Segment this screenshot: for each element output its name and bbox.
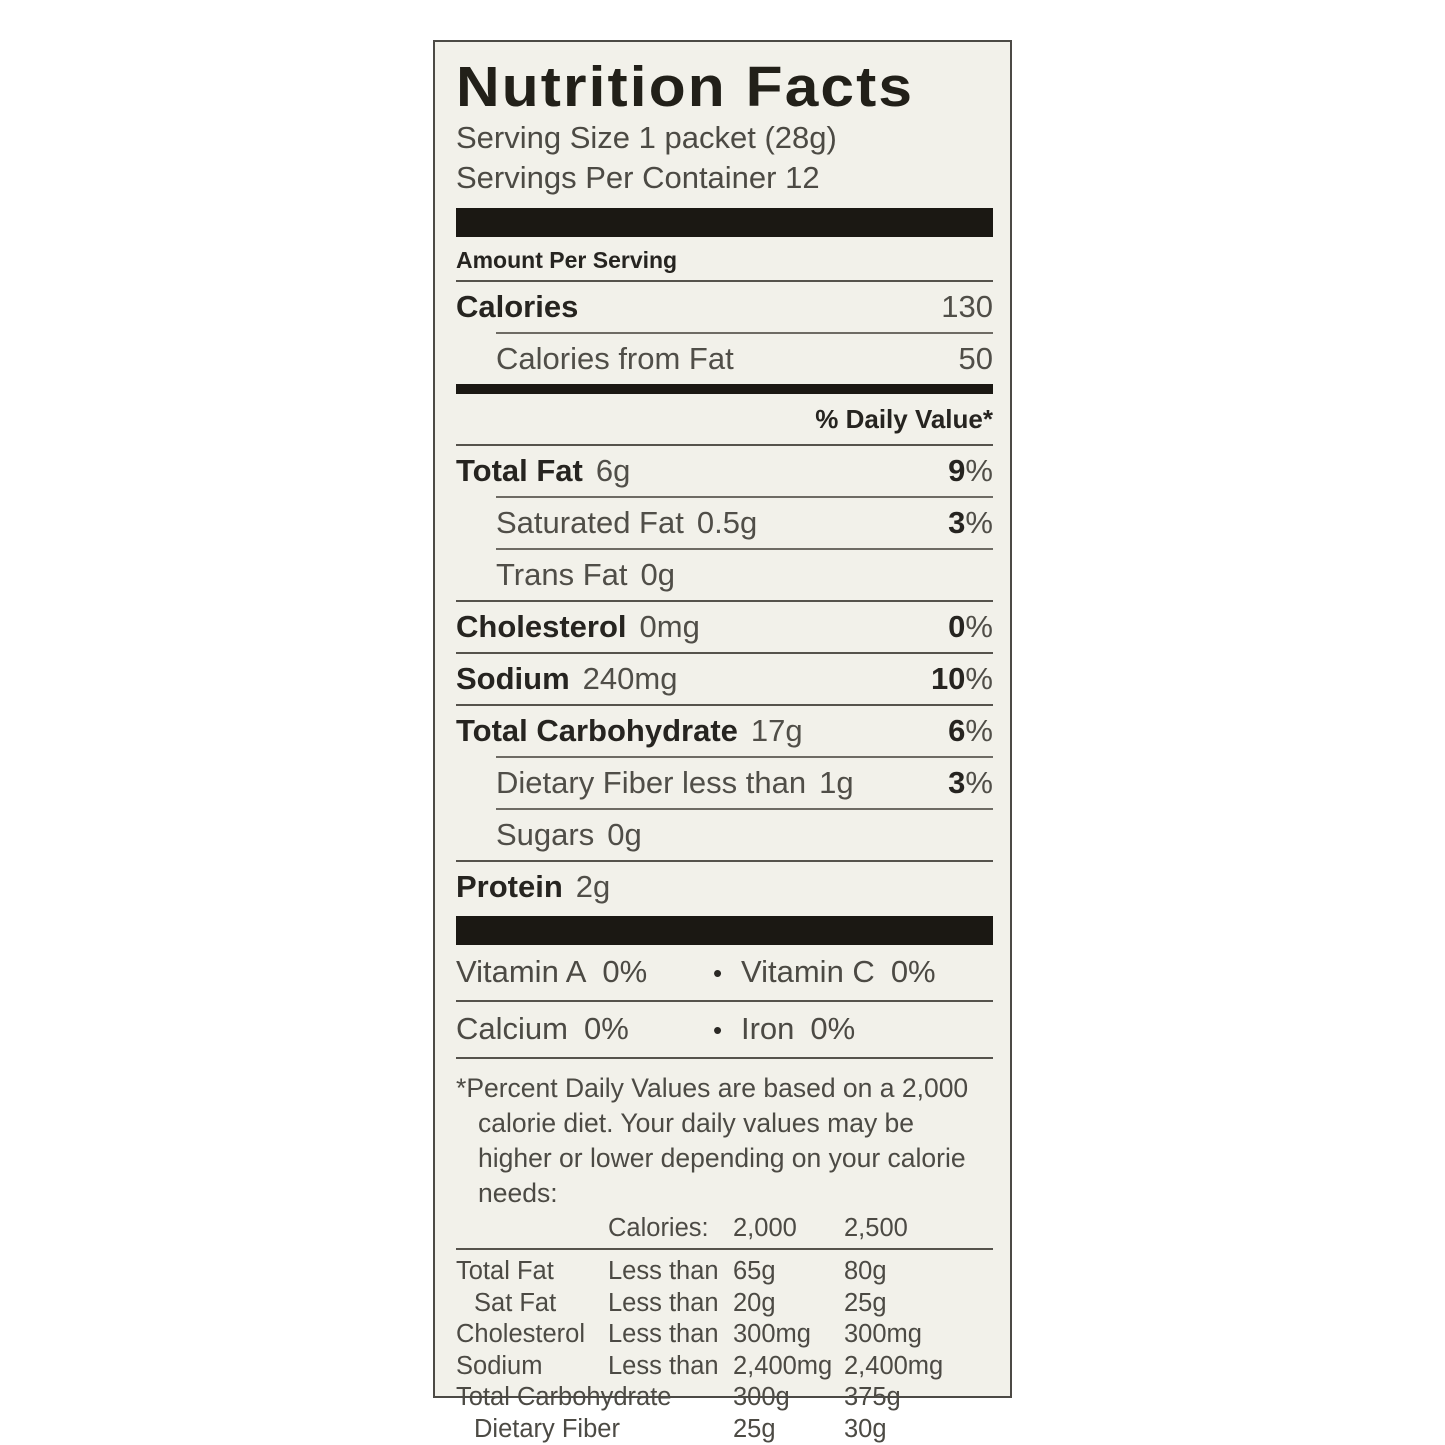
calories-value: 130 <box>941 288 993 324</box>
vitamin-name: Vitamin A <box>456 953 587 989</box>
nutrient-amount: 0g <box>640 556 675 592</box>
ft-row-v2000: 2,400mg <box>733 1351 833 1380</box>
col-2000: 2,000 <box>733 1213 797 1242</box>
dv-number: 9 <box>948 452 966 488</box>
nutrient-name: Trans Fat <box>496 556 628 592</box>
ft-row-v2000: 300mg <box>733 1320 811 1349</box>
nutrient-amount: 0.5g <box>696 504 758 540</box>
nutrient-daily-value <box>931 662 993 695</box>
vitamin-value: 0% <box>890 953 936 989</box>
ft-row-v2500: 2,400mg <box>844 1351 944 1380</box>
footnote-table-body <box>456 1256 993 1445</box>
dv-number: 0 <box>948 608 966 644</box>
nutrient-amount: 0mg <box>639 608 700 644</box>
nutrient-row-trans-fat <box>456 550 993 600</box>
divider-thick-bar <box>456 208 993 237</box>
ft-row-v2500: 375g <box>844 1383 901 1412</box>
ft-row-qualifier: Less than <box>608 1257 719 1286</box>
calories-from-fat-label: Calories from Fat <box>496 340 734 376</box>
calories-row <box>456 282 993 332</box>
nutrient-amount: 240mg <box>582 660 678 696</box>
nutrient-amount: 17g <box>750 712 803 748</box>
ft-row-name: Cholesterol <box>456 1320 585 1349</box>
dv-number: 3 <box>948 504 966 540</box>
ft-row-name: Sat Fat <box>474 1288 557 1317</box>
nutrient-daily-value <box>948 610 993 643</box>
dv-number: 6 <box>948 712 966 748</box>
vitamin-value: 0% <box>810 1010 856 1046</box>
nutrient-daily-value <box>948 506 993 539</box>
ft-row-qualifier: Less than <box>608 1351 719 1380</box>
nutrient-row-cholesterol <box>456 602 993 652</box>
vitamin-value: 0% <box>602 953 648 989</box>
ft-row-qualifier: Less than <box>608 1320 719 1349</box>
nutrient-row-total-carbohydrate <box>456 706 993 756</box>
ft-row-v2000: 300g <box>733 1383 790 1412</box>
nutrient-name: Sugars <box>496 816 595 852</box>
vitamin-row-a-c <box>456 945 993 1000</box>
nutrient-name: Sodium <box>456 660 570 696</box>
empty-cell <box>456 1213 608 1245</box>
bullet-separator: • <box>712 957 723 988</box>
divider-medium-bar <box>456 384 993 394</box>
calories-label: Calories <box>456 288 579 324</box>
ft-row-v2500: 30g <box>844 1414 887 1443</box>
nutrient-amount: 1g <box>819 764 854 800</box>
col-2500: 2,500 <box>844 1213 908 1242</box>
ft-row-v2000: 20g <box>733 1288 776 1317</box>
dv-number: 3 <box>948 764 966 800</box>
nutrient-amount: 6g <box>595 452 631 488</box>
label-title: Nutrition Facts <box>456 55 915 119</box>
nutrient-row-sugars <box>456 810 993 860</box>
percent-sign: % <box>965 608 993 644</box>
ft-row-name: Total Carbohydrate <box>456 1383 672 1412</box>
nutrient-name: Protein <box>456 868 563 904</box>
serving-size: Serving Size 1 packet (28g) <box>456 119 837 155</box>
ft-row-qualifier: Less than <box>608 1288 719 1317</box>
vitamin-row-calcium-iron <box>456 1002 993 1057</box>
vitamin-name: Calcium <box>456 1010 568 1046</box>
ft-row-name: Sodium <box>456 1351 543 1380</box>
nutrient-name: Total Carbohydrate <box>456 712 738 748</box>
nutrient-amount: 0g <box>607 816 642 852</box>
nutrient-row-dietary-fiber <box>456 758 993 808</box>
ft-row-v2500: 80g <box>844 1257 887 1286</box>
nutrient-amount: 2g <box>575 868 611 904</box>
ft-row-v2500: 300mg <box>844 1320 922 1349</box>
calories-from-fat-row <box>456 334 993 384</box>
divider-thick-bar <box>456 916 993 945</box>
divider-thin <box>456 1248 993 1250</box>
vitamin-a <box>456 955 694 988</box>
nutrient-row-protein <box>456 862 993 912</box>
servings-per-container: Servings Per Container 12 <box>456 159 820 195</box>
amount-per-serving-heading: Amount Per Serving <box>456 246 678 273</box>
ft-row-name: Dietary Fiber <box>474 1414 620 1443</box>
percent-sign: % <box>965 504 993 540</box>
nutrient-row-sodium <box>456 654 993 704</box>
nutrient-name: Total Fat <box>456 452 583 488</box>
vitamin-name: Vitamin C <box>741 953 875 989</box>
daily-value-header: % Daily Value* <box>815 403 993 434</box>
iron <box>741 1012 993 1045</box>
nutrient-daily-value <box>948 766 993 799</box>
ft-row-name: Total Fat <box>456 1257 554 1286</box>
calories-col-label: Calories: <box>608 1213 709 1242</box>
vitamin-value: 0% <box>583 1010 629 1046</box>
divider-thin <box>456 1057 993 1059</box>
footnote-table-header <box>456 1213 993 1249</box>
percent-sign: % <box>965 452 993 488</box>
nutrient-daily-value <box>948 714 993 747</box>
vitamin-c <box>741 955 993 988</box>
ft-row-v2000: 25g <box>733 1414 776 1443</box>
vitamin-name: Iron <box>741 1010 795 1046</box>
calcium <box>456 1012 694 1045</box>
nutrient-name: Saturated Fat <box>496 504 684 540</box>
nutrient-row-saturated-fat <box>456 498 993 548</box>
nutrient-row-total-fat <box>456 446 993 496</box>
percent-sign: % <box>965 712 993 748</box>
daily-values-footnote: *Percent Daily Values are based on a 2,000 calorie diet. Your daily values may be higher or lower depending on your calorie needs: <box>456 1072 969 1208</box>
ft-row-v2500: 25g <box>844 1288 887 1317</box>
percent-sign: % <box>965 764 993 800</box>
nutrient-name: Dietary Fiber less than <box>496 764 807 800</box>
nutrient-daily-value <box>948 454 993 487</box>
nutrient-name: Cholesterol <box>456 608 627 644</box>
nutrition-facts-label <box>433 40 1012 1443</box>
ft-row-v2000: 65g <box>733 1257 776 1286</box>
calories-from-fat-value: 50 <box>958 340 993 376</box>
bullet-separator: • <box>712 1014 723 1045</box>
percent-sign: % <box>965 660 993 696</box>
dv-number: 10 <box>930 660 966 696</box>
